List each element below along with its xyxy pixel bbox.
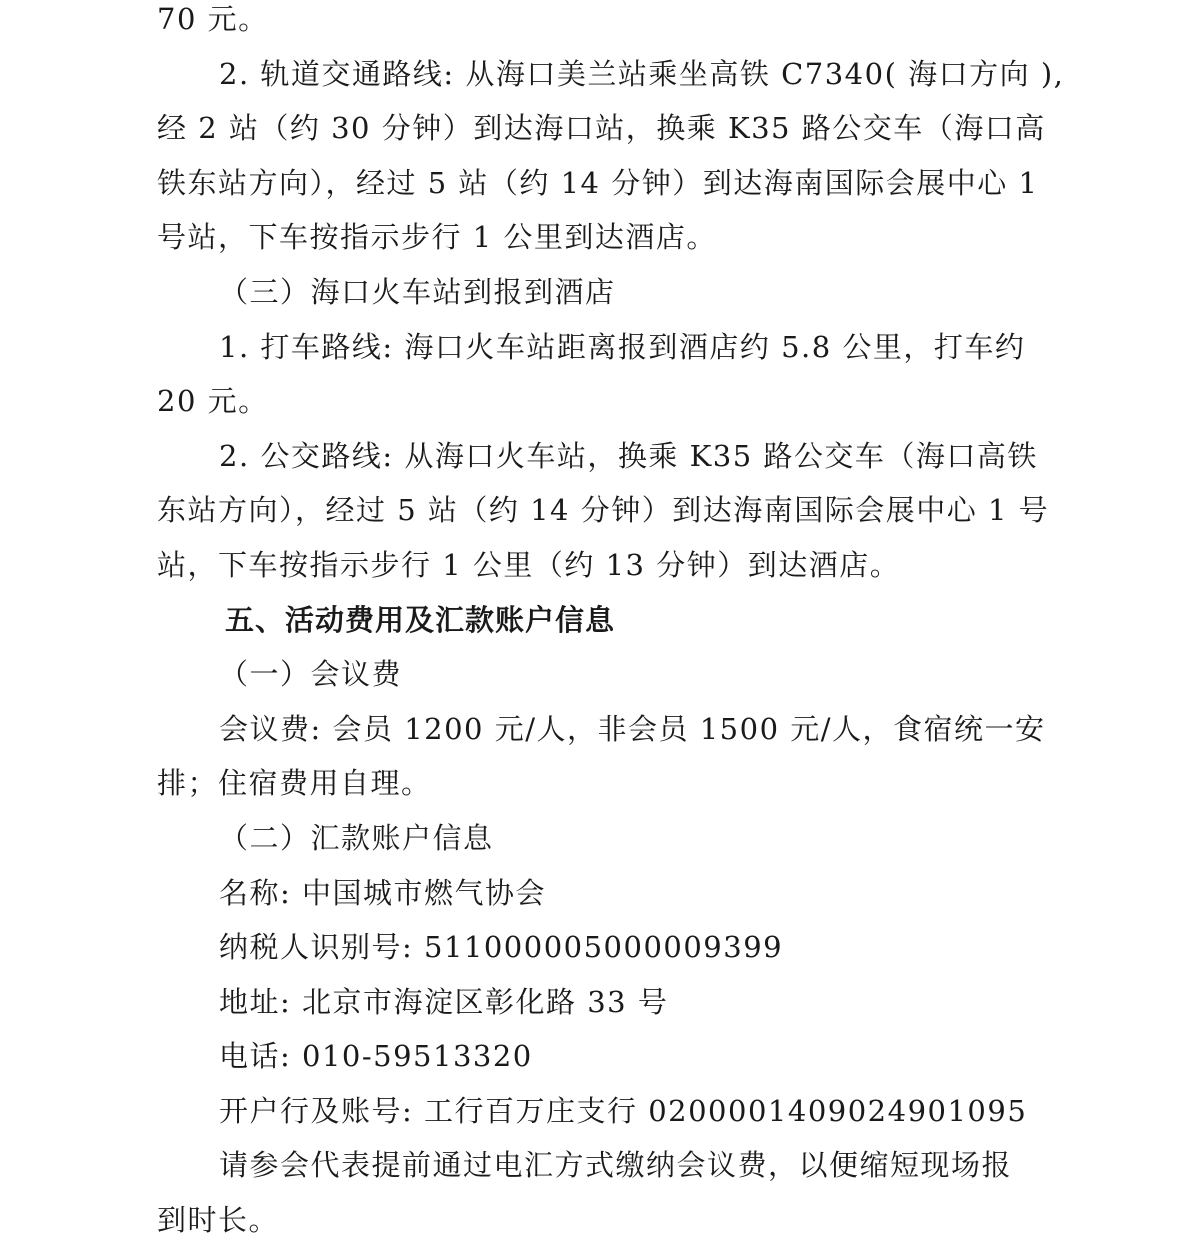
text-line: 2. 公交路线: 从海口火车站，换乘 K35 路公交车（海口高铁 — [219, 438, 1038, 473]
subheading-meeting-fee — [157, 647, 1049, 702]
text-line: 1. 打车路线: 海口火车站距离报到酒店约 5.8 公里，打车约 — [219, 329, 1026, 364]
section-heading-fees — [157, 593, 1049, 648]
field-account-name — [157, 866, 1049, 921]
text-line: （二）汇款账户信息 — [219, 820, 494, 855]
text-line: 号站，下车按指示步行 1 公里到达酒店。 — [157, 220, 717, 255]
text-line: 2. 轨道交通路线: 从海口美兰站乘坐高铁 C7340( 海口方向 ), — [219, 56, 1065, 91]
text-line: 开户行及账号: 工行百万庄支行 0200001409024901095 — [219, 1093, 1028, 1128]
field-bank-account — [157, 1084, 1049, 1139]
text-line: 排；住宿费用自理。 — [157, 766, 432, 801]
text-line: 纳税人识别号: 511000005000009399 — [219, 930, 784, 965]
text-line: 铁东站方向），经过 5 站（约 14 分钟）到达海南国际会展中心 1 — [157, 165, 1039, 200]
paragraph-rail-route — [157, 47, 1065, 265]
paragraph-meeting-fee — [157, 702, 1049, 811]
paragraph-bus-route — [157, 429, 1049, 593]
field-phone — [157, 1029, 1049, 1084]
text-line: （一）会议费 — [219, 657, 403, 692]
text-line: 经 2 站（约 30 分钟）到达海口站，换乘 K35 路公交车（海口高 — [157, 111, 1046, 146]
text-line: 20 元。 — [157, 384, 269, 419]
text-line: 会议费: 会员 1200 元/人，非会员 1500 元/人，食宿统一安 — [219, 711, 1046, 746]
paragraph-taxi-route — [157, 320, 1049, 429]
subheading-remittance — [157, 811, 1049, 866]
text-line: 电话: 010-59513320 — [219, 1039, 533, 1074]
text-line: 70 元。 — [157, 2, 269, 36]
text-line: 名称: 中国城市燃气协会 — [219, 875, 546, 910]
text-line: 请参会代表提前通过电汇方式缴纳会议费，以便缩短现场报 — [219, 1148, 1013, 1183]
text-line: 地址: 北京市海淀区彰化路 33 号 — [219, 984, 669, 1019]
text-line: 东站方向），经过 5 站（约 14 分钟）到达海南国际会展中心 1 号 — [157, 493, 1050, 528]
paragraph-payment-note — [157, 1138, 1049, 1247]
paragraph-continuation — [157, 0, 1049, 47]
field-tax-id — [157, 920, 1049, 975]
text-line: 到时长。 — [157, 1203, 280, 1238]
field-address — [157, 975, 1049, 1030]
text-line: 站，下车按指示步行 1 公里（约 13 分钟）到达酒店。 — [157, 547, 901, 582]
subheading-train-station — [157, 265, 1049, 320]
document-page — [157, 0, 1065, 1248]
text-line: （三）海口火车站到报到酒店 — [219, 274, 616, 309]
heading-text: 五、活动费用及汇款账户信息 — [225, 602, 616, 637]
